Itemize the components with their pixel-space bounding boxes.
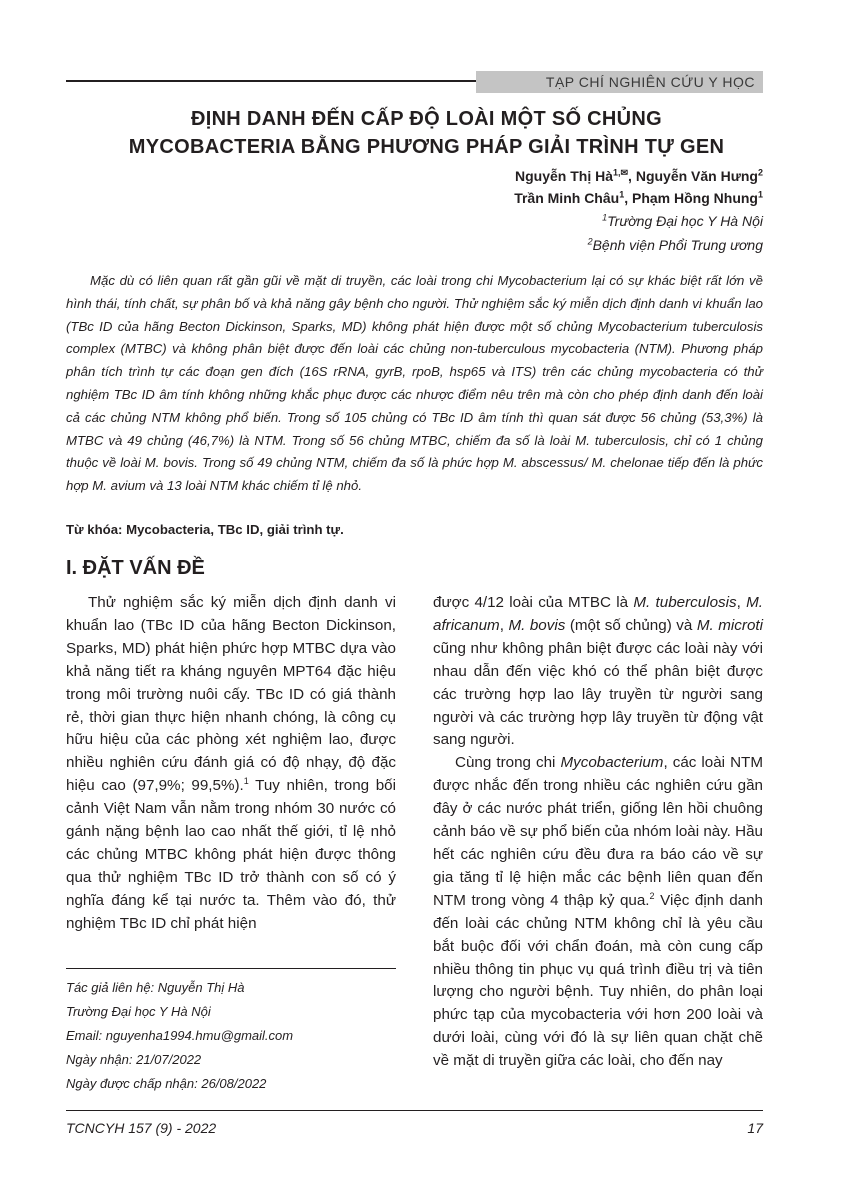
author-name: Nguyễn Văn Hưng	[635, 168, 758, 184]
citation-ref: 2	[649, 890, 655, 901]
citation-ref: 1	[243, 776, 249, 787]
paragraph: được 4/12 loài của MTBC là M. tuberculosis, M. africanum, M. bovis (một số chủng) và M. microti cũng như không phân biệt được các loài này với nhau dẫn đến việc khó có thể phân biệt được các trường hợp lao lây truyền từ người sang người và các trường hợp lây truyền từ động vật sang người.	[433, 594, 763, 749]
abstract: Mặc dù có liên quan rất gần gũi về mặt di truyền, các loài trong chi Mycobacterium lại có sự khác biệt rất lớn về hình thái, tính chất, sự phân bố và khả năng gây bệnh cho người. Thử nghiệm sắc ký miễn dịch định danh vi khuẩn lao (TBc ID của hãng Becton Dickinson, Sparks, MD) không phát hiện được một số chủng Mycobacterium tuberculosis complex (MTBC) và không phân biệt được đến loài các chủng non-tuberculous mycobacteria (NTM). Phương pháp phân tích trình tự các đoạn gen đích (16S rRNA, gyrB, rpoB, hsp65 và ITS) trên các chủng mycobacteria có thử nghiệm TBc ID âm tính không những khắc phục được các nhược điểm nêu trên mà còn cho phép định danh đến loài cả các chủng NTM không phổ biến. Trong số 105 chủng có TBc ID âm tính thì quan sát được 56 chủng (53,3%) là MTBC và 49 chủng (46,7%) là NTM. Trong số 56 chủng MTBC, chiếm đa số là loài M. tuberculosis, chỉ có 1 chủng thuộc về loài M. bovis. Trong số 49 chủng NTM, chiếm đa số là phức hợp M. abscessus/ M. chelonae tiếp đến là phức hợp M. avium và 13 loài NTM khác chiếm tỉ lệ nhỏ.	[66, 273, 763, 494]
affiliation-2: $^2$Bệnh viện Phổi Trung ương	[587, 236, 763, 253]
author-line-1: Nguyễn Thị $Hà^{1,✉}$, Nguyễn Văn Hưng$^2$	[514, 167, 763, 184]
article-title-line1: ĐỊNH DANH ĐẾN CẤP ĐỘ LOÀI MỘT SỐ CHỦNG	[190, 108, 663, 130]
right-column	[433, 592, 763, 1073]
footnote-author: Tác giả liên hệ: Nguyễn Thị Hà	[66, 980, 245, 995]
footnote-email: Email: nguyenha1994.hmu@gmail.com	[66, 1028, 294, 1043]
paragraph: Cùng trong chi Mycobacterium, các loài NTM được nhắc đến trong nhiều các nghiên cứu gần đây ở các nước phát triển, giống lên hồi chuông cảnh báo về sự phổ biến của nhóm loài này. Hầu hết các nghiên cứu đều đưa ra báo cáo về sự gia tăng tỉ lệ hiện mắc các bệnh liên quan đến NTM trong vòng 4 thập kỷ qua.$^2$ Việc định danh đến loài các chủng NTM không chỉ là yêu cầu bắt buộc đối với chẩn đoán, mà còn cung cấp nhiều thông tin phục vụ quá trình điều trị và tiên lượng cho người bệnh. Tuy nhiên, do phân loại phức tạp của mycobacteria với hơn 200 loài và dưới loài, cùng với đó là sự liên quan chặt chẽ về mặt di truyền giữa các loài, cho đến nay	[433, 754, 763, 1070]
author-superscript: 1,✉	[613, 167, 629, 178]
author-superscript: 1	[619, 189, 625, 200]
footer-rule	[66, 1110, 763, 1111]
journal-name-banner: TẠP CHÍ NGHIÊN CỨU Y HỌC	[476, 71, 763, 93]
footer-journal-issue: TCNCYH 157 (9) - 2022	[66, 1120, 217, 1136]
keywords: Từ khóa: Mycobacteria, TBc ID, giải trình tự.	[66, 522, 344, 537]
article-title-line2: MYCOBACTERIA BẰNG PHƯƠNG PHÁP GIẢI TRÌNH TỰ GEN	[128, 136, 725, 158]
footnote-accepted: Ngày được chấp nhận: 26/08/2022	[66, 1076, 267, 1091]
footnote-received: Ngày nhận: 21/07/2022	[66, 1052, 202, 1067]
author-name: Trần Minh Châu	[514, 190, 620, 206]
section-heading: I. ĐẶT VẤN ĐỀ	[66, 557, 205, 579]
footnote-institution: Trường Đại học Y Hà Nội	[66, 1004, 211, 1019]
author-name: Nguyễn Thị Hà	[514, 168, 613, 184]
paragraph: Thử nghiệm sắc ký miễn dịch định danh vi khuẩn lao (TBc ID của hãng Becton Dickinson, Sparks, MD) phát hiện phức hợp MTBC dựa vào khả năng tiết ra kháng nguyên MPT64 đặc hiệu trong môi trường nuôi cấy. TBc ID có giá thành rẻ, thời gian thực hiện nhanh chóng, là công cụ hữu hiệu của các phòng xét nghiệm lao, được nhiều nghiên cứu đánh giá có độ nhạy, độ đặc hiệu cao (97,9%; 99,5%).$^1$ Tuy nhiên, trong bối cảnh Việt Nam vẫn nằm trong nhóm 30 nước có gánh nặng bệnh lao cao nhất thế giới, tỉ lệ nhỏ các chủng MTBC không phát hiện được thông qua thử nghiệm TBc ID trở thành con số có ý nghĩa đáng kể tại nước ta. Thêm vào đó, thử nghiệm TBc ID chỉ phát hiện	[66, 594, 396, 932]
header-rule	[66, 80, 476, 82]
page-number: 17	[747, 1120, 763, 1136]
author-line-2: Trần Minh Châu$^1$, Phạm Hồng Nhung$^1$	[514, 189, 763, 206]
footnote-rule	[66, 968, 396, 969]
affiliation-1: $^1$Trường Đại học Y Hà Nội	[602, 212, 763, 229]
author-name: Phạm Hồng Nhung	[631, 190, 758, 206]
author-superscript: 1	[757, 189, 763, 200]
left-column	[66, 592, 396, 936]
author-superscript: 2	[757, 167, 763, 178]
